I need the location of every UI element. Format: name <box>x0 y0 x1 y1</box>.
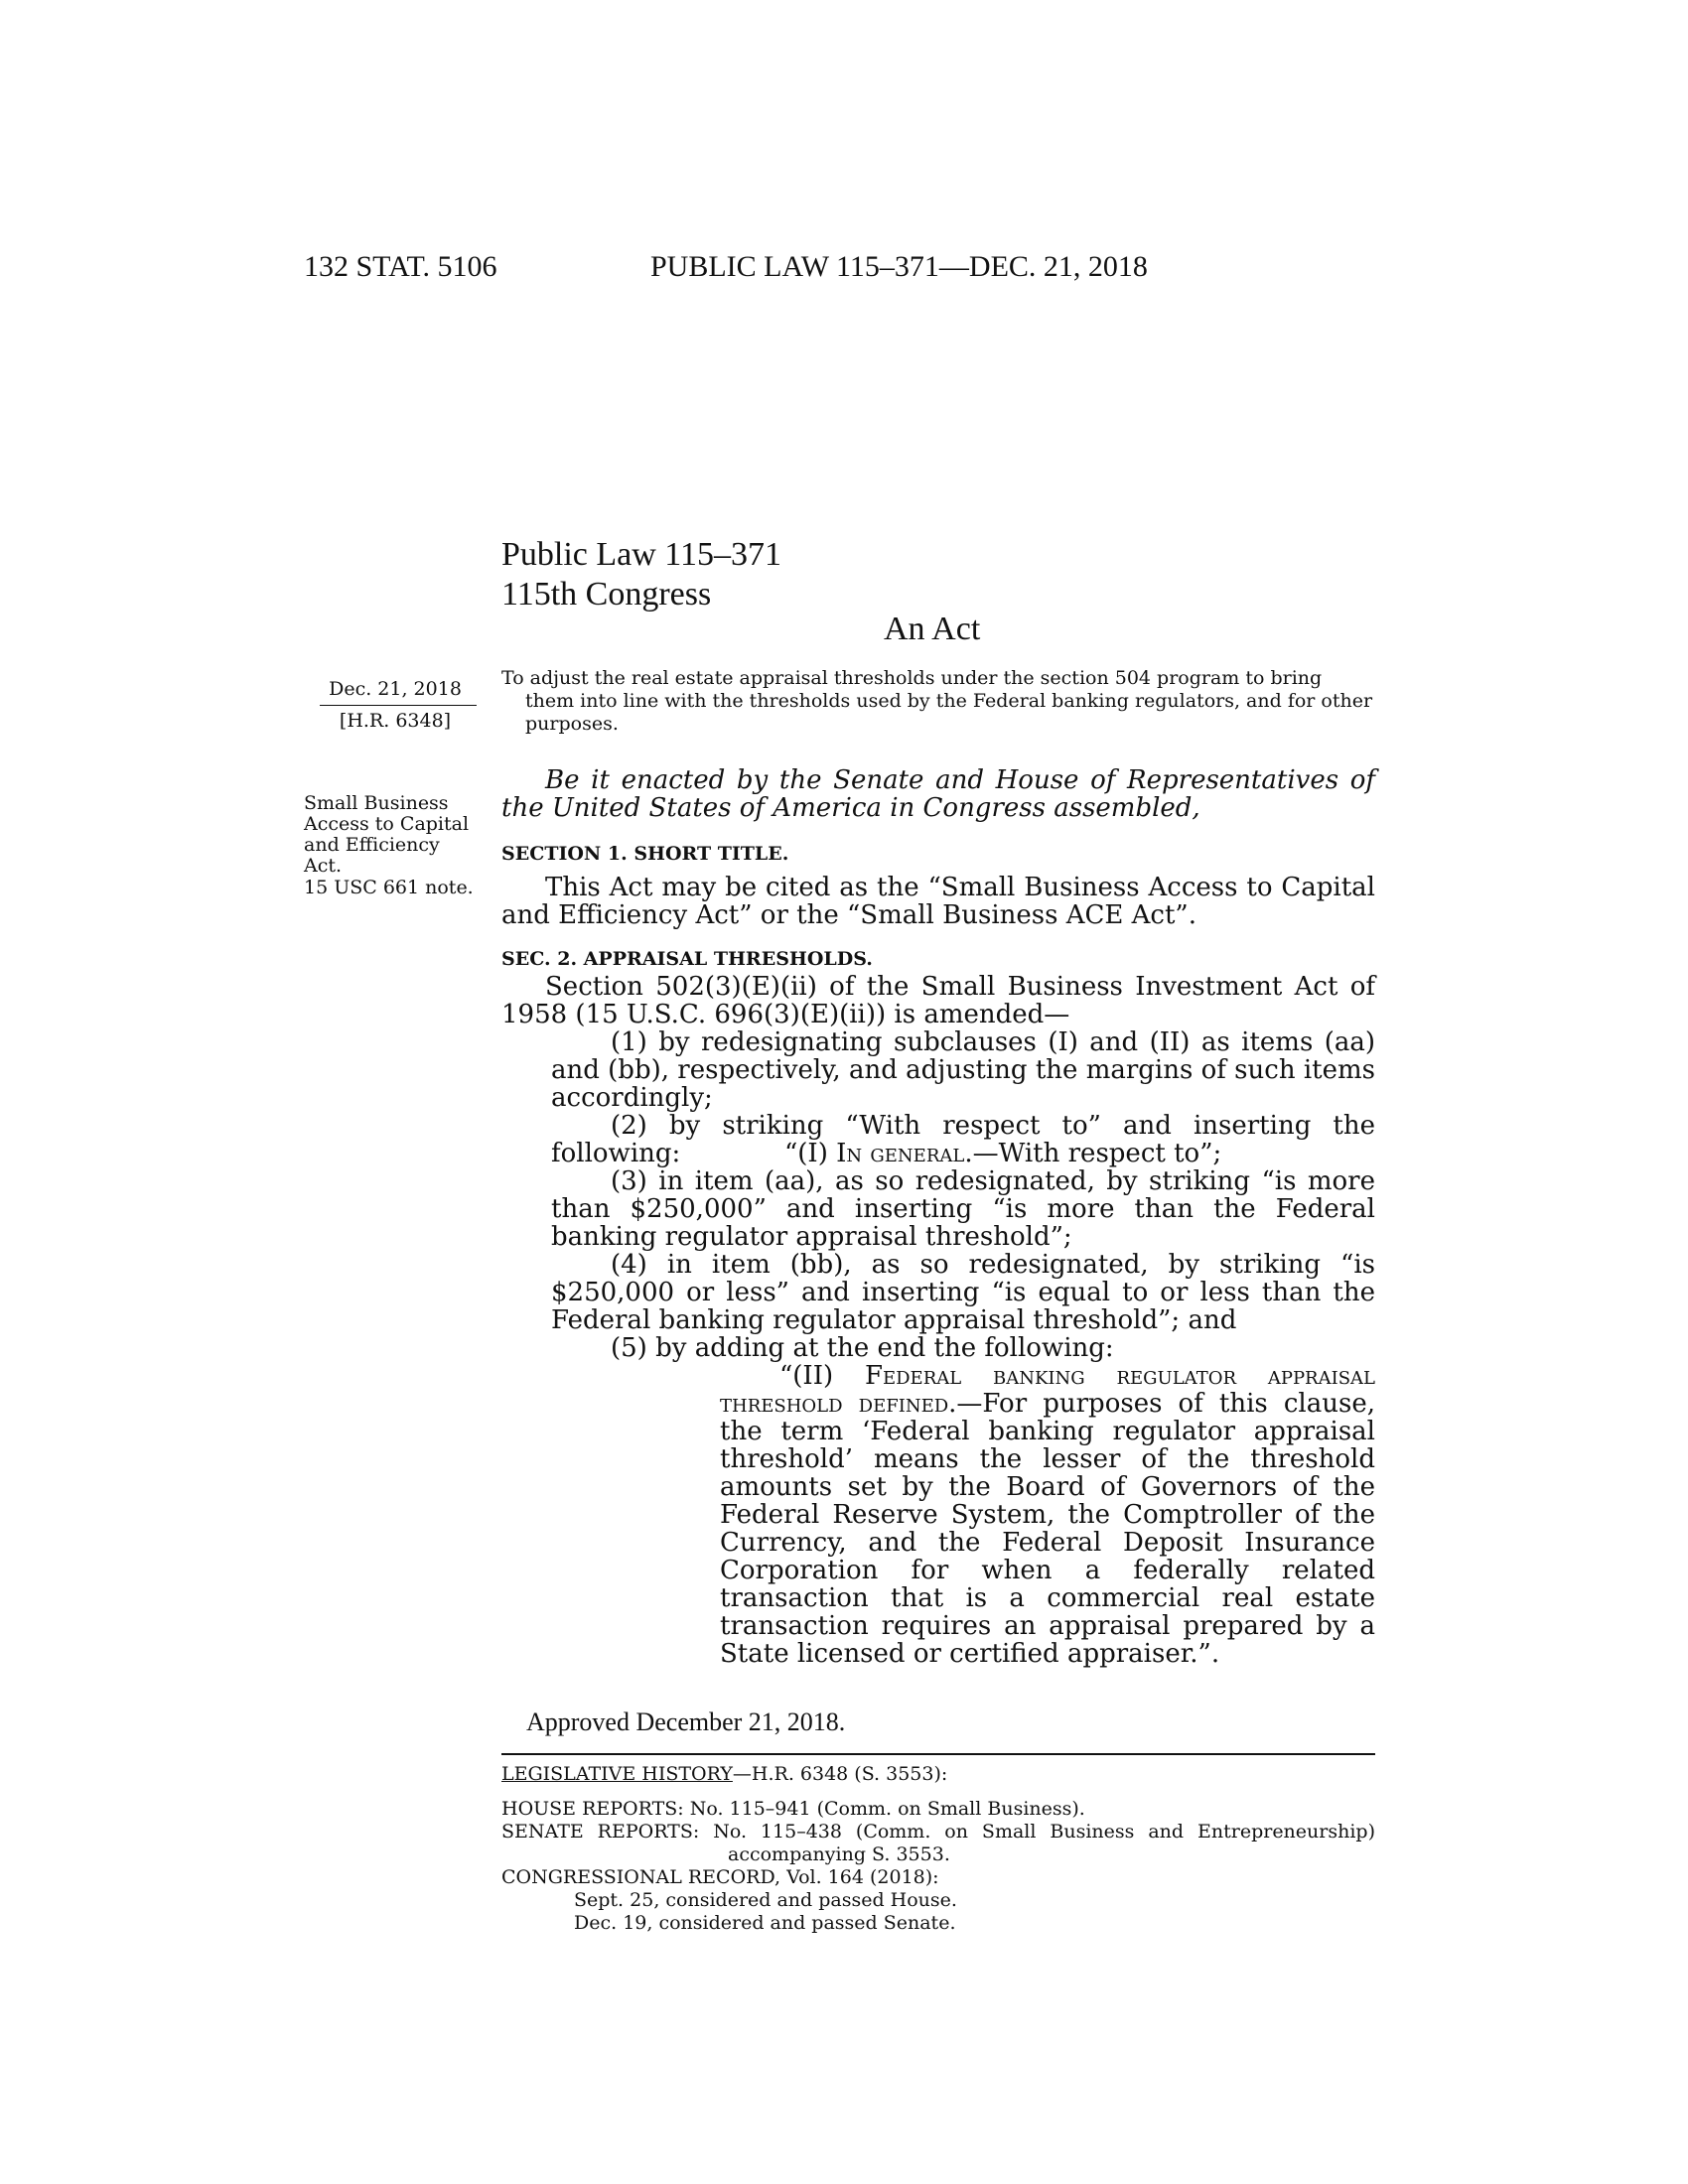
subclause-text: .—With respect to”; <box>964 1139 1222 1168</box>
section-2-heading: SEC. 2. APPRAISAL THRESHOLDS. <box>501 948 873 970</box>
margin-line: Act. <box>304 855 343 877</box>
record-item: Dec. 19, considered and passed Senate. <box>574 1912 956 1934</box>
amendment-item-3: (3) in item (aa), as so redesignated, by striking “is more than $250,000” and inserting “is more than the Federal banking regulator appraisal threshold”; <box>551 1166 1375 1252</box>
legislative-history-title <box>501 1763 947 1786</box>
enacting-clause: Be it enacted by the Senate and House of Representatives of the United States of America in Congress assembled, <box>501 765 1375 823</box>
amendment-item-5: (5) by adding at the end the following: <box>611 1333 1114 1363</box>
subclause-heading: In general <box>836 1139 965 1168</box>
purpose-text: To adjust the real estate appraisal thresholds under the section 504 program to bring them into line with the thresholds used by the Federal banking regulators, and for other purposes. <box>501 667 1373 735</box>
running-head: PUBLIC LAW 115–371—DEC. 21, 2018 <box>650 250 1148 283</box>
margin-short-title <box>304 793 483 877</box>
subclause-prefix: “(I) <box>784 1139 837 1168</box>
amendment-item-1: (1) by redesignating subclauses (I) and (II) as items (aa) and (bb), respectively, and adjusting the margins of such items accordingly; <box>551 1027 1375 1113</box>
section-1-text: This Act may be cited as the “Small Business Access to Capital and Efficiency Act” or the “Small Business ACE Act”. <box>501 873 1375 930</box>
congressional-record: CONGRESSIONAL RECORD, Vol. 164 (2018): <box>501 1866 939 1888</box>
purpose-statement <box>501 667 1375 736</box>
margin-rule <box>320 705 477 706</box>
margin-line: Small Business <box>304 792 449 814</box>
history-bill-numbers: —H.R. 6348 (S. 3553): <box>732 1763 948 1785</box>
approval-date: Approved December 21, 2018. <box>526 1707 846 1736</box>
margin-date: Dec. 21, 2018 <box>329 678 462 700</box>
record-item: Sept. 25, considered and passed House. <box>574 1889 957 1911</box>
law-number: Public Law 115–371 <box>501 536 782 573</box>
subclause-heading: Federal banking regulator appraisal threshold defined <box>720 1361 1375 1419</box>
section-1-heading: SECTION 1. SHORT TITLE. <box>501 843 789 865</box>
margin-line: Access to Capital <box>304 813 470 835</box>
section-2-intro: Section 502(3)(E)(ii) of the Small Business Investment Act of 1958 (15 U.S.C. 696(3)(E)(ii)) is amended— <box>501 972 1375 1029</box>
history-label: LEGISLATIVE HISTORY <box>501 1763 733 1785</box>
house-reports: HOUSE REPORTS: No. 115–941 (Comm. on Small Business). <box>501 1798 1085 1820</box>
subclause-prefix: “(II) <box>779 1361 865 1391</box>
inserted-subclause-1 <box>784 1140 1221 1167</box>
history-rule <box>501 1753 1375 1755</box>
congress-label: 115th Congress <box>501 576 712 613</box>
page-reference: 132 STAT. 5106 <box>304 250 497 283</box>
senate-reports: SENATE REPORTS: No. 115–438 (Comm. on Small Business and Entrepreneurship) accompanying S. 3553. <box>501 1821 1375 1865</box>
inserted-subclause-2 <box>720 1362 1375 1668</box>
margin-line: and Efficiency <box>304 834 440 856</box>
subclause-text: .—For purposes of this clause, the term ‘Federal banking regulator appraisal threshold’ means the lesser of the threshold amounts set by the Board of Governors of the Federal Reserve System, the Comptroller of the Currency, and the Federal Deposit Insurance Corporation for when a federally related transaction that is a commercial real estate transaction requires an appraisal prepared by a State licensed or certified appraiser.”. <box>720 1389 1375 1669</box>
margin-usc-citation: 15 USC 661 note. <box>304 877 474 898</box>
amendment-item-2: (2) by striking “With respect to” and inserting the following: <box>551 1111 1375 1168</box>
act-heading: An Act <box>884 611 981 647</box>
amendment-item-4: (4) in item (bb), as so redesignated, by striking “is $250,000 or less” and inserting “is equal to or less than the Federal banking regulator appraisal threshold”; and <box>551 1250 1375 1335</box>
margin-bill-number: [H.R. 6348] <box>339 710 452 732</box>
